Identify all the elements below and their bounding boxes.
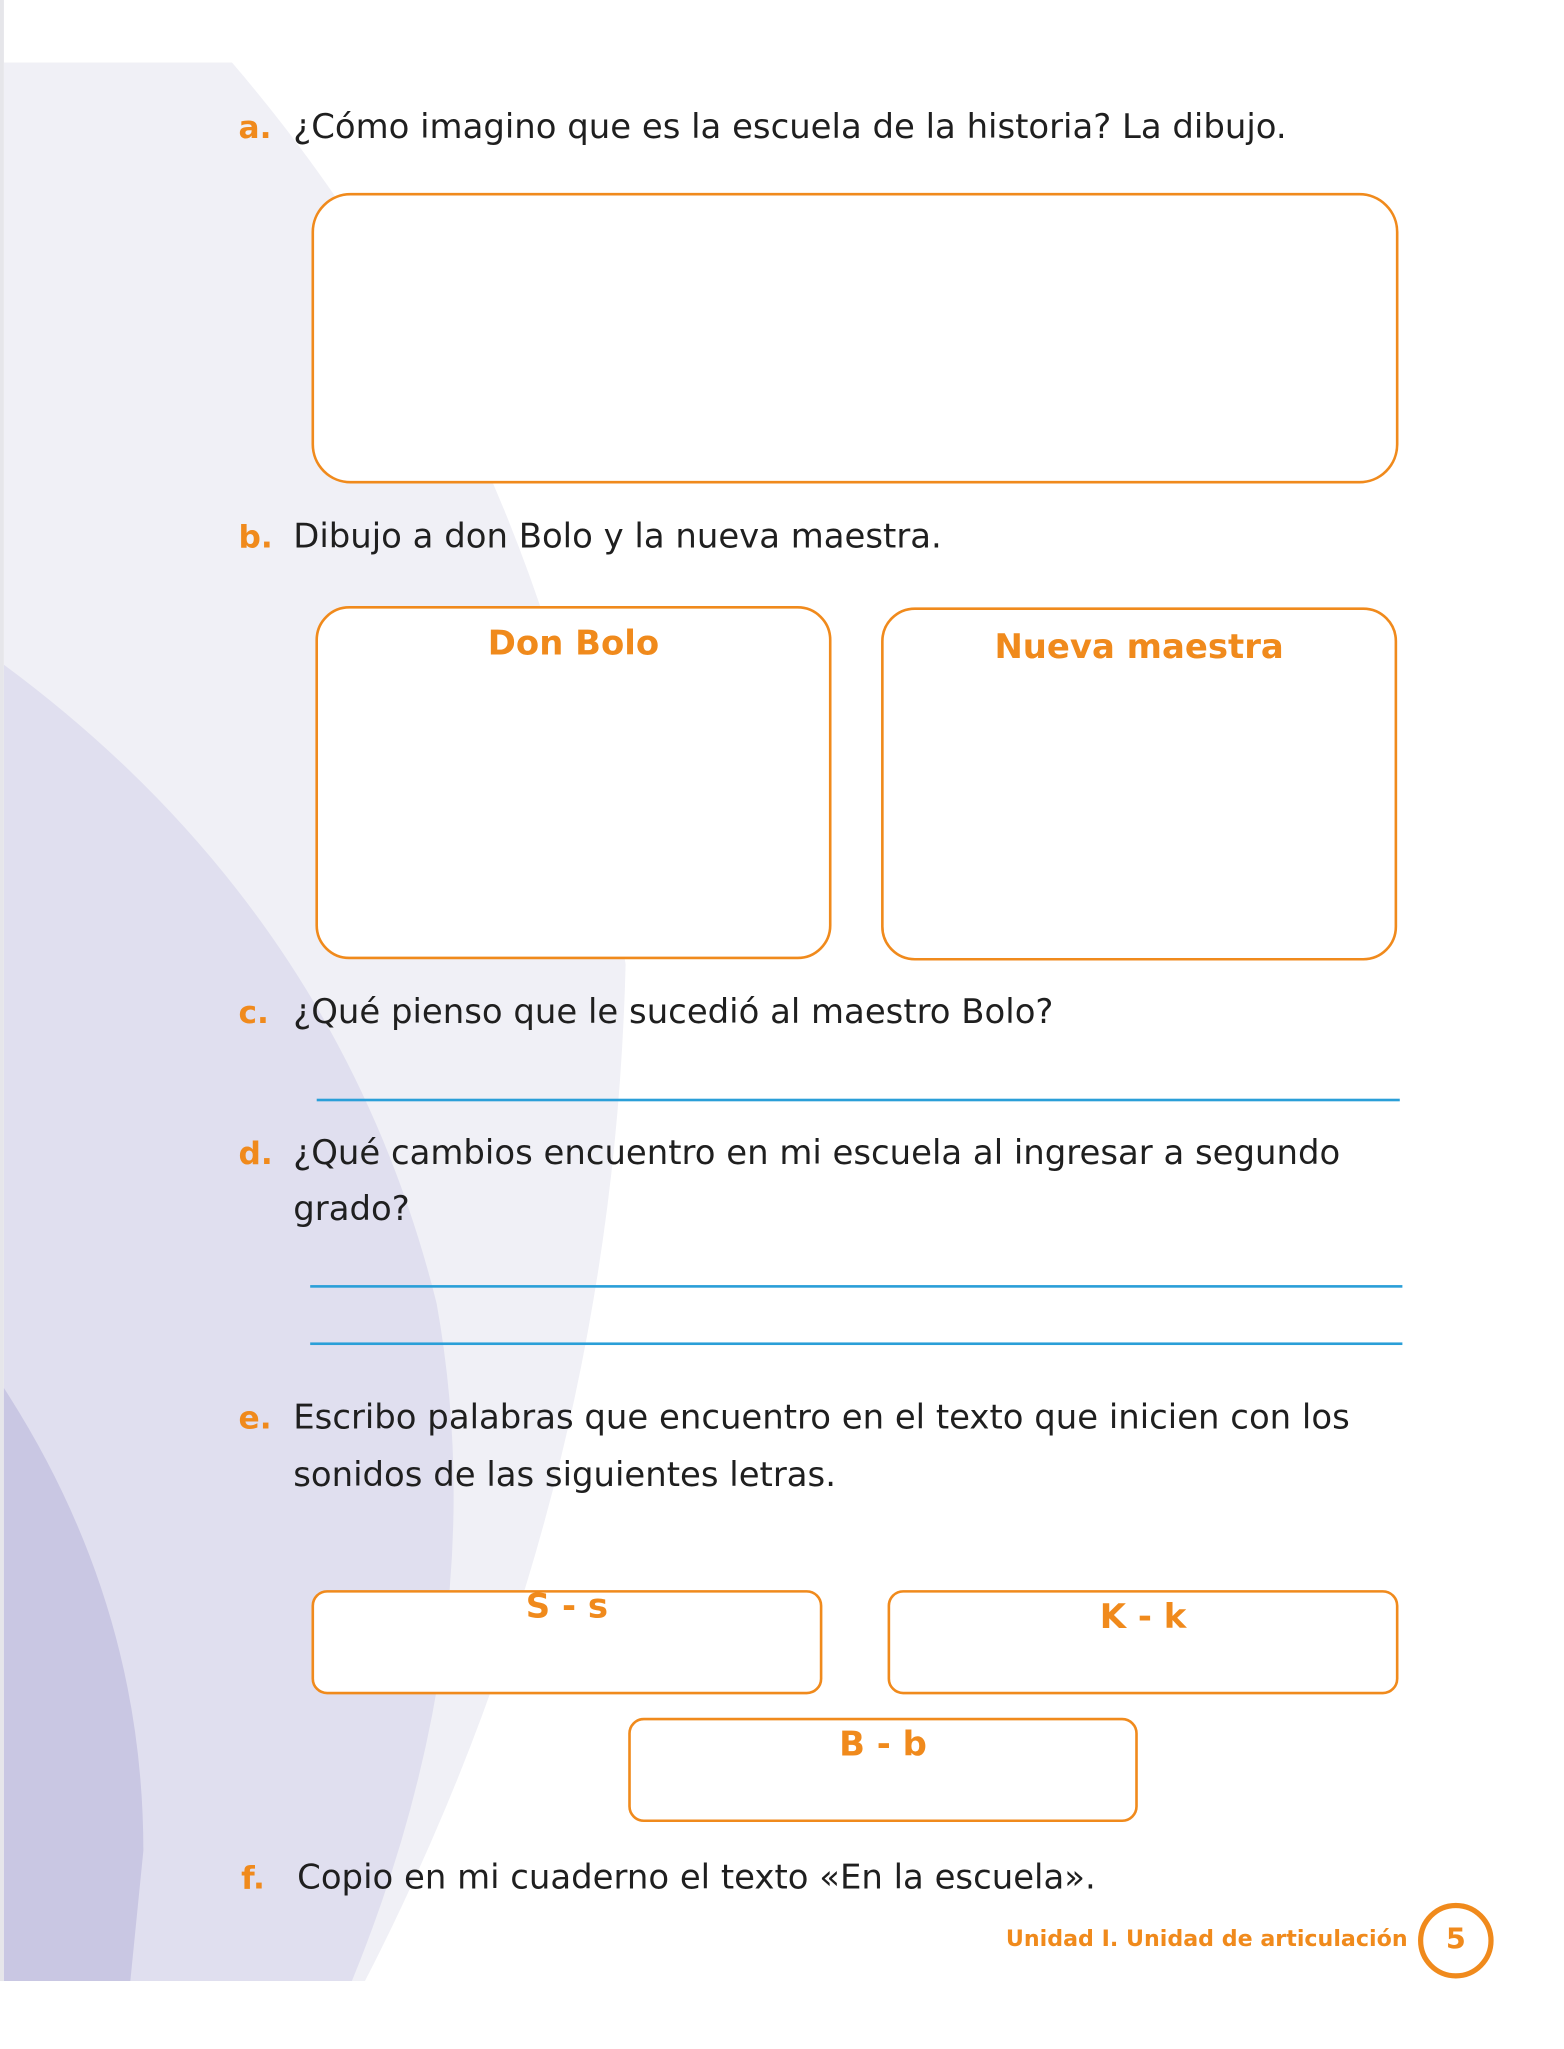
question-a-label: a. [238, 109, 272, 146]
letter-box-s[interactable] [311, 1587, 822, 1694]
page-number: 5 [1418, 1903, 1494, 1979]
question-e-label: e. [238, 1399, 272, 1437]
question-e-text-line2: sonidos de las siguientes letras. [293, 1455, 836, 1495]
drawing-box-nueva-maestra[interactable] [881, 607, 1397, 960]
question-e-text-line1: Escribo palabras que encuentro en el texto que inicien con los [293, 1398, 1350, 1438]
unit-title: Unidad I. Unidad de articulación [1005, 1926, 1408, 1953]
drawing-box-school[interactable] [311, 193, 1398, 484]
question-d-text-line2: grado? [293, 1189, 410, 1230]
question-d-label: d. [238, 1135, 273, 1172]
question-c-label: c. [238, 994, 269, 1031]
question-b-label: b. [238, 518, 273, 556]
question-a-text: ¿Cómo imagino que es la escuela de la historia? La dibujo. [293, 108, 1287, 148]
answer-line-d-1[interactable] [310, 1285, 1402, 1288]
question-d-text-line1: ¿Qué cambios encuentro en mi escuela al ingresar a segundo [293, 1133, 1341, 1173]
answer-line-c[interactable] [317, 1099, 1400, 1102]
answer-line-d-2[interactable] [310, 1342, 1402, 1345]
question-f-text: Copio en mi cuaderno el texto «En la escuela». [297, 1858, 1096, 1898]
question-c-text: ¿Qué pienso que le sucedió al maestro Bolo? [293, 993, 1054, 1033]
drawing-box-don-bolo[interactable] [315, 606, 831, 959]
box-title: B - b [839, 1725, 927, 1765]
letter-box-b[interactable] [628, 1718, 1138, 1822]
question-f-label: f. [241, 1859, 265, 1897]
box-title: K - k [1099, 1597, 1187, 1637]
box-title: Nueva maestra [994, 628, 1284, 668]
question-b-text: Dibujo a don Bolo y la nueva maestra. [293, 517, 942, 557]
box-title: S - s [525, 1587, 609, 1627]
box-title: Don Bolo [487, 624, 660, 664]
letter-box-k[interactable] [888, 1590, 1399, 1694]
